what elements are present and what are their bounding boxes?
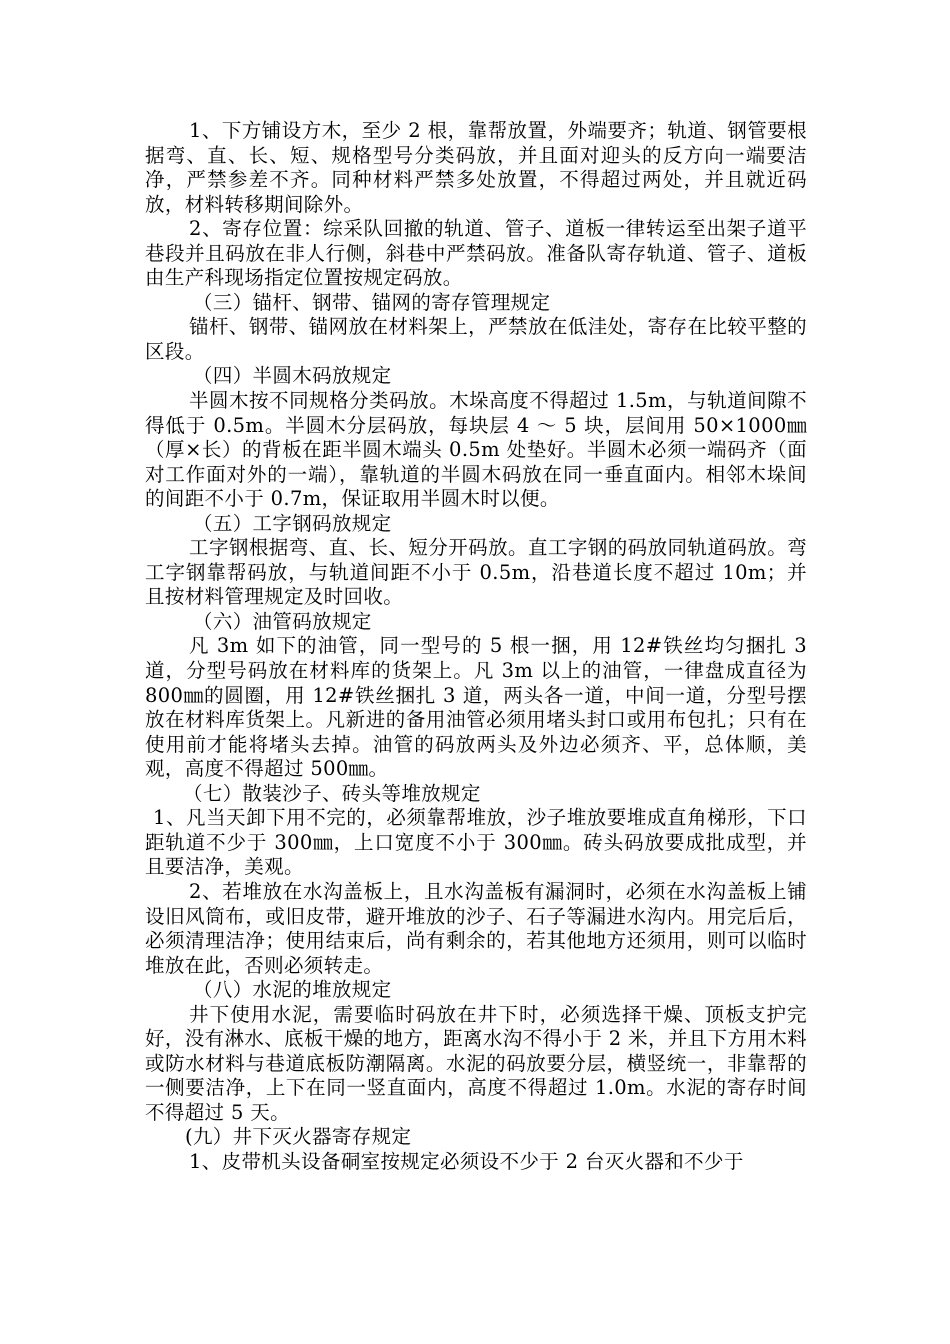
- heading-section-8: （八）水泥的堆放规定: [193, 978, 392, 1002]
- paragraph-half-round-timber: 半圆木按不同规格分类码放。木垛高度不得超过 1.5m，与轨道间隙不得低于 0.5m。半圆木分层码放，每块层 4 ～ 5 块，层间用 50×1000㎜（厚×长）的背板在距半圆木端头 0.5m 处垫好。半圆木必须一端码齐（面对工作面对外的一端），靠轨道的半圆木码放在同一垂直面内。相邻木垛间的间距不小于 0.7m，保证取用半圆木时以便。: [145, 389, 807, 511]
- heading-section-9: (九）井下灭火器寄存规定: [185, 1125, 412, 1149]
- heading-section-6: （六）油管码放规定: [193, 609, 372, 633]
- heading-section-4: （四）半圆木码放规定: [193, 364, 392, 388]
- paragraph-sand-brick-1: 1、凡当天卸下用不完的，必须靠帮堆放，沙子堆放要堆成直角梯形，下口距轨道不少于 300㎜，上口宽度不小于 300㎜。砖头码放要成批成型，并且要洁净，美观。: [145, 806, 807, 879]
- paragraph-stacking-rule-1: 1、下方铺设方木，至少 2 根，靠帮放置，外端要齐；轨道、钢管要根据弯、直、长、短、规格型号分类码放，并且面对迎头的反方向一端要洁净，严禁参差不齐。同种材料严禁多处放置，不得超过两处，并且就近码放，材料转移期间除外。: [145, 119, 807, 216]
- paragraph-oil-pipe: 凡 3m 如下的油管，同一型号的 5 根一捆，用 12#铁丝均匀捆扎 3 道，分型号码放在材料库的货架上。凡 3m 以上的油管，一律盘成直径为 800㎜的圆圈，用 12#铁丝捆扎 3 道，两头各一道，中间一道，分型号摆放在材料库货架上。凡新进的备用油管必须用堵头封口或用布包扎；只有在使用前才能将堵头去掉。油管的码放两头及外边必须齐、平，总体顺，美观，高度不得超过 500㎜。: [145, 634, 807, 781]
- document-page: [145, 119, 807, 1175]
- paragraph-extinguisher-1: 1、皮带机头设备硐室按规定必须设不少于 2 台灭火器和不少于: [189, 1149, 744, 1173]
- paragraph-i-beam: 工字钢根据弯、直、长、短分开码放。直工字钢的码放同轨道码放。弯工字钢靠帮码放，与轨道间距不小于 0.5m，沿巷道长度不超过 10m；并且按材料管理规定及时回收。: [145, 536, 807, 609]
- heading-section-3: （三）锚杆、钢带、锚网的寄存管理规定: [193, 290, 551, 314]
- heading-section-5: （五）工字钢码放规定: [193, 511, 392, 535]
- paragraph-sand-brick-2: 2、若堆放在水沟盖板上，且水沟盖板有漏洞时，必须在水沟盖板上铺设旧风筒布，或旧皮带，避开堆放的沙子、石子等漏进水沟内。用完后后，必须清理洁净；使用结束后，尚有剩余的，若其他地方还须用，则可以临时堆放在此，否则必须转走。: [145, 879, 807, 977]
- paragraph-storage-location: 2、寄存位置：综采队回撤的轨道、管子、道板一律转运至出架子道平巷段并且码放在非人行侧，斜巷中严禁码放。准备队寄存轨道、管子、道板由生产科现场指定位置按规定码放。: [145, 217, 807, 290]
- paragraph-anchor-storage: 锚杆、钢带、锚网放在材料架上，严禁放在低洼处，寄存在比较平整的区段。: [145, 315, 807, 363]
- paragraph-cement: 井下使用水泥，需要临时码放在井下时，必须选择干燥、顶板支护完好，没有淋水、底板干燥的地方，距离水沟不得小于 2 米，并且下方用木料或防水材料与巷道底板防潮隔离。水泥的码放要分层，横竖统一，非靠帮的一侧要洁净，上下在同一竖直面内，高度不得超过 1.0m。水泥的寄存时间不得超过 5 天。: [145, 1002, 807, 1124]
- heading-section-7: （七）散装沙子、砖头等堆放规定: [183, 781, 481, 805]
